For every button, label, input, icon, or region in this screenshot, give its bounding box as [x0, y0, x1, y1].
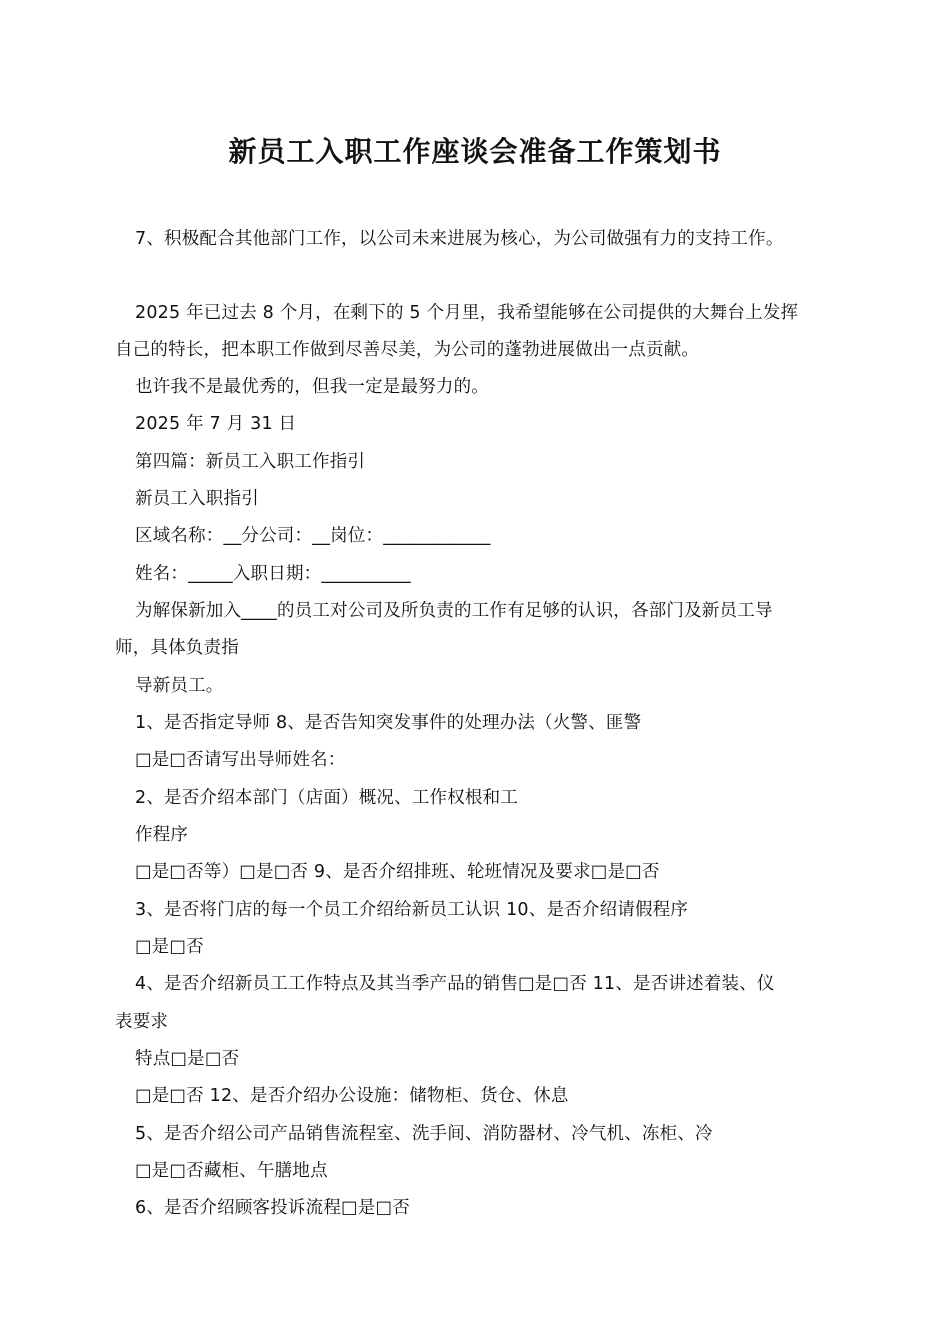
checklist-line-2: □是□否请写出导师姓名： [135, 750, 346, 770]
paragraph-line-6: 师，具体负责指 [115, 638, 239, 658]
checklist-line-9: 表要求 [115, 1012, 169, 1032]
checklist-line-1: 1、是否指定导师 8、是否告知突发事件的处理办法（火警、匪警 [135, 713, 642, 733]
checklist-line-7: □是□否 [135, 937, 204, 957]
paragraph-line-7: 导新员工。 [135, 676, 224, 696]
checklist-line-11: □是□否 12、是否介绍办公设施：储物柜、货仓、休息 [135, 1086, 569, 1106]
checklist-line-3: 2、是否介绍本部门（店面）概况、工作权根和工 [135, 788, 519, 808]
checklist-line-13: □是□否藏柜、午膳地点 [135, 1161, 328, 1181]
checklist-line-12: 5、是否介绍公司产品销售流程室、洗手间、消防器材、冷气机、冻柜、冷 [135, 1124, 713, 1144]
form-line-name: 姓名：_____入职日期：__________ [135, 564, 411, 584]
paragraph-line-5: 为解保新加入____的员工对公司及所负责的工作有足够的认识，各部门及新员工导 [135, 601, 773, 621]
paragraph-line-2: 2025 年已过去 8 个月，在剩下的 5 个月里，我希望能够在公司提供的大舞台上发挥 [135, 303, 799, 323]
paragraph-line-1: 7、积极配合其他部门工作，以公司未来进展为核心，为公司做强有力的支持工作。 [135, 229, 784, 249]
checklist-line-5: □是□否等）□是□否 9、是否介绍排班、轮班情况及要求□是□否 [135, 862, 660, 882]
subheading: 新员工入职指引 [135, 489, 259, 509]
paragraph-line-3: 自己的特长，把本职工作做到尽善尽美，为公司的蓬勃进展做出一点贡献。 [115, 340, 700, 360]
paragraph-line-4: 也许我不是最优秀的，但我一定是最努力的。 [135, 377, 489, 397]
checklist-line-8: 4、是否介绍新员工工作特点及其当季产品的销售□是□否 11、是否讲述着装、仪 [135, 974, 775, 994]
checklist-line-4: 作程序 [135, 825, 189, 845]
form-line-region: 区域名称：__分公司：__岗位：____________ [135, 526, 491, 546]
section-heading: 第四篇：新员工入职工作指引 [135, 452, 366, 472]
checklist-line-10: 特点□是□否 [135, 1049, 240, 1069]
checklist-line-14: 6、是否介绍顾客投诉流程□是□否 [135, 1198, 410, 1218]
checklist-line-6: 3、是否将门店的每一个员工介绍给新员工认识 10、是否介绍请假程序 [135, 900, 689, 920]
date-line: 2025 年 7 月 31 日 [135, 414, 297, 434]
document-title: 新员工入职工作座谈会准备工作策划书 [228, 135, 722, 168]
